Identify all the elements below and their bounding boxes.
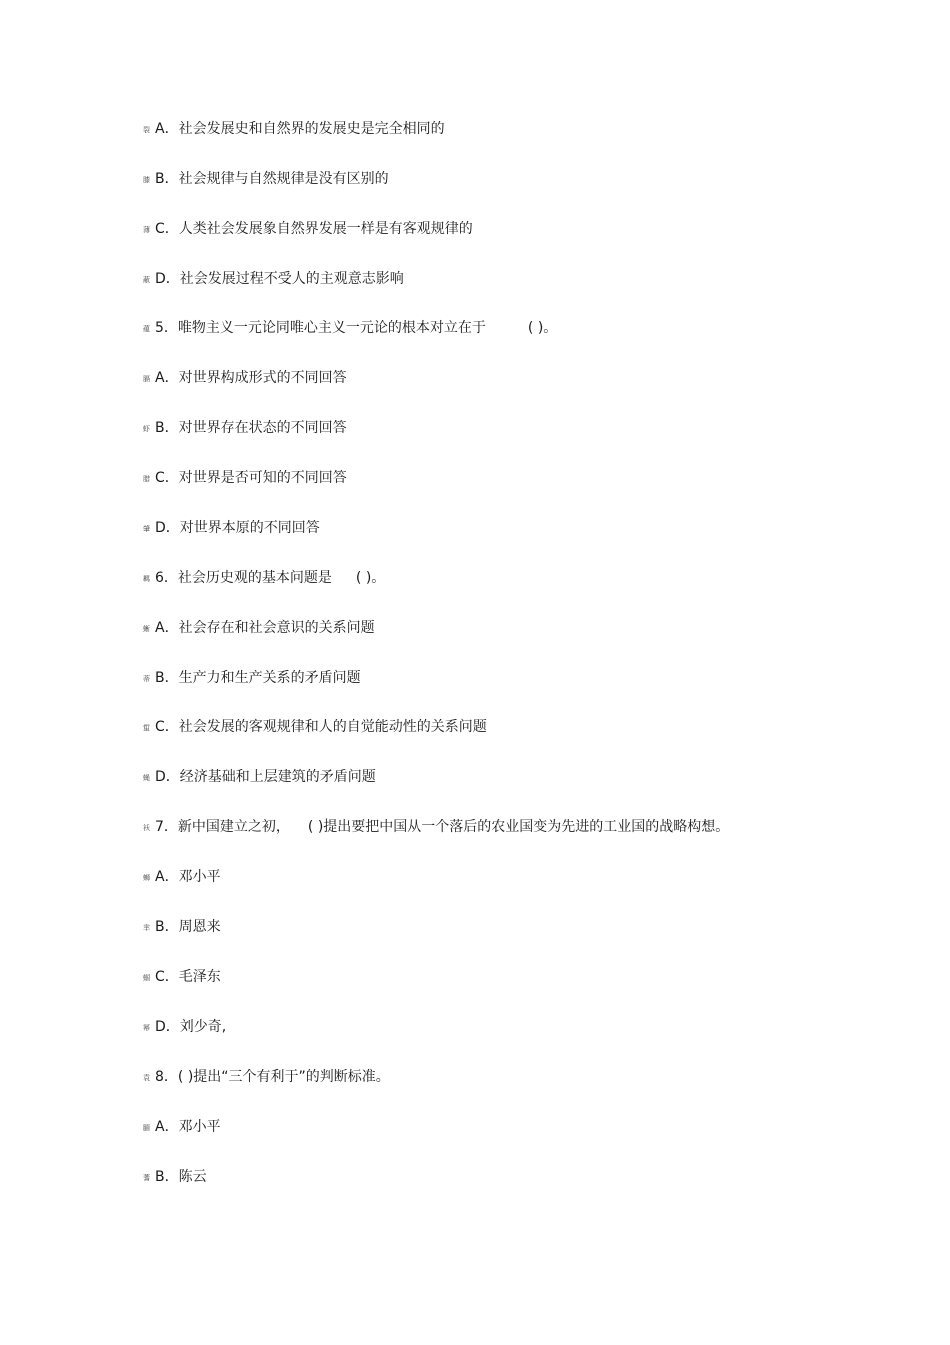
option-line: [143, 119, 445, 139]
option-line: [143, 917, 221, 937]
option-label: C．: [155, 969, 179, 985]
option-label: C．: [155, 470, 179, 486]
question-number: 8．: [155, 1069, 178, 1085]
margin-mark: 羁: [143, 575, 150, 583]
option-label: D．: [155, 769, 180, 785]
option-label: A．: [155, 121, 179, 137]
answer-blank: ( )。: [527, 320, 558, 336]
option-line: [143, 767, 376, 787]
option-label: A．: [155, 620, 179, 636]
margin-mark: 裂: [143, 126, 150, 134]
option-label: C．: [155, 719, 179, 735]
option-text: 邓小平: [178, 869, 221, 885]
option-line: [143, 618, 375, 638]
option-text: 陈云: [178, 1169, 207, 1185]
option-label: B．: [155, 420, 179, 436]
margin-mark: 蕴: [143, 325, 150, 333]
option-text: 对世界是否可知的不同回答: [178, 470, 347, 486]
margin-mark: 蝇: [143, 774, 150, 782]
option-label: C．: [155, 221, 179, 237]
margin-mark: 蛳: [143, 874, 150, 882]
option-label: A．: [155, 1119, 179, 1135]
margin-mark: 蓍: [143, 1174, 150, 1182]
margin-mark: 蒂: [143, 675, 150, 683]
option-text: 社会发展史和自然界的发展史是完全相同的: [178, 121, 445, 137]
margin-mark: 腊: [143, 475, 150, 483]
option-text: 生产力和生产关系的矛盾问题: [178, 670, 361, 686]
option-line: [143, 1017, 226, 1037]
option-text: 对世界存在状态的不同回答: [178, 420, 347, 436]
margin-mark: 腼: [143, 1124, 150, 1132]
option-label: A．: [155, 869, 179, 885]
option-line: [143, 668, 361, 688]
option-line: [143, 717, 487, 737]
option-text: 对世界本原的不同回答: [179, 520, 320, 536]
option-text: 社会发展过程不受人的主观意志影响: [179, 271, 404, 287]
option-text: 邓小平: [178, 1119, 221, 1135]
option-text: 毛泽东: [178, 969, 221, 985]
option-text: 周恩来: [178, 919, 221, 935]
option-line: [143, 1167, 207, 1187]
question-text: 新中国建立之初，: [177, 819, 290, 835]
option-text: 社会发展的客观规律和人的自觉能动性的关系问题: [178, 719, 487, 735]
option-line: [143, 269, 404, 289]
question-text: 社会历史观的基本问题是: [177, 570, 332, 586]
option-text: 社会存在和社会意识的关系问题: [178, 620, 375, 636]
question-number: 7．: [155, 819, 178, 835]
option-text: 人类社会发展象自然界发展一样是有客观规律的: [178, 221, 473, 237]
margin-mark: 蜇: [143, 724, 150, 732]
question-text: 唯物主义一元论同唯心主义一元论的根本对立在于: [177, 320, 486, 336]
question-text-continued: ( )提出要把中国从一个落后的农业国变为先进的工业国的战略构想。: [307, 819, 730, 835]
margin-mark: 虾: [143, 425, 150, 433]
option-line: [143, 418, 347, 438]
option-label: D．: [155, 271, 180, 287]
option-line: [143, 368, 347, 388]
option-text: 对世界构成形式的不同回答: [178, 370, 347, 386]
margin-mark: 袄: [143, 824, 150, 832]
option-line: [143, 468, 347, 488]
option-line: [143, 967, 221, 987]
margin-mark: 膝: [143, 176, 150, 184]
margin-mark: 幂: [143, 1024, 150, 1032]
question-number: 5．: [155, 320, 178, 336]
option-label: B．: [155, 171, 179, 187]
option-label: D．: [155, 520, 180, 536]
margin-mark: 蔽: [143, 276, 150, 284]
option-line: [143, 219, 473, 239]
question-line: [143, 318, 557, 338]
option-line: [143, 1117, 221, 1137]
margin-mark: 蜥: [143, 625, 150, 633]
margin-mark: 薄: [143, 226, 150, 234]
option-text: 经济基础和上层建筑的矛盾问题: [179, 769, 376, 785]
margin-mark: 芈: [143, 924, 150, 932]
margin-mark: 袁: [143, 1074, 150, 1082]
margin-mark: 肇: [143, 525, 150, 533]
option-label: B．: [155, 1169, 179, 1185]
margin-mark: 膈: [143, 375, 150, 383]
option-line: [143, 867, 221, 887]
margin-mark: 蝈: [143, 974, 150, 982]
option-label: A．: [155, 370, 179, 386]
answer-blank: ( )。: [355, 570, 386, 586]
option-line: [143, 518, 320, 538]
option-text: 刘少奇,: [179, 1019, 227, 1035]
option-label: D．: [155, 1019, 180, 1035]
question-line: [143, 1067, 390, 1087]
question-line: [143, 817, 729, 837]
question-number: 6．: [155, 570, 178, 586]
question-line: [143, 568, 385, 588]
question-text: ( )提出“三个有利于”的判断标准。: [177, 1069, 390, 1085]
option-text: 社会规律与自然规律是没有区别的: [178, 171, 389, 187]
option-line: [143, 169, 389, 189]
option-label: B．: [155, 670, 179, 686]
option-label: B．: [155, 919, 179, 935]
